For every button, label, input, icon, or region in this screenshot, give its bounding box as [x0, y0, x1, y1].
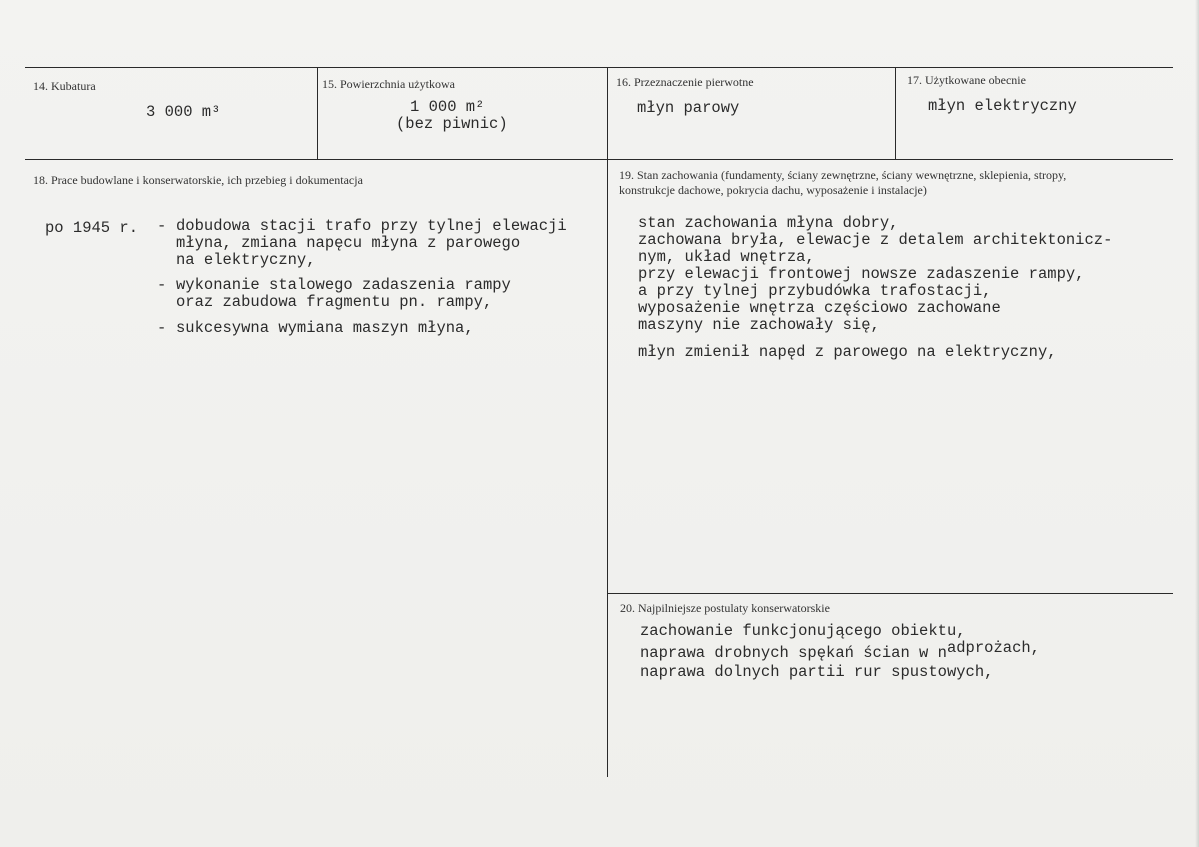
- field-18-dash-3: -: [157, 319, 167, 337]
- field-18-dash-1: -: [157, 217, 167, 235]
- field-19-label-line-1: 19. Stan zachowania (fundamenty, ściany zewnętrzne, ściany wewnętrzne, sklepienia, stropy,: [619, 168, 1067, 182]
- field-20-line-2-main: naprawa drobnych spękań ścian w n: [640, 644, 947, 662]
- field-20-line-2-raised: adprożach,: [946, 639, 1040, 657]
- field-18-item-2-line-2: oraz zabudowa fragmentu pn. rampy,: [176, 293, 493, 311]
- field-20-line-1: zachowanie funkcjonującego obiektu,: [640, 622, 966, 640]
- field-20-line-3: naprawa dolnych partii rur spustowych,: [640, 663, 994, 681]
- field-19-line-1: stan zachowania młyna dobry,: [638, 214, 899, 232]
- field-14-value: 3 000 m³: [146, 103, 221, 121]
- section-20-divider: [607, 593, 1173, 594]
- field-18-item-3-line-1: sukcesywna wymiana maszyn młyna,: [176, 319, 474, 337]
- field-19-last-line: młyn zmienił napęd z parowego na elektryczny,: [638, 343, 1057, 361]
- field-15-value-line1: 1 000 m²: [410, 98, 485, 116]
- col-divider-16-17: [895, 67, 896, 160]
- field-18-item-1-line-1: dobudowa stacji trafo przy tylnej elewacji: [176, 217, 567, 235]
- field-17-label: 17. Użytkowane obecnie: [907, 73, 1026, 87]
- field-19-line-3: nym, układ wnętrza,: [638, 248, 815, 266]
- field-20-line-2: [640, 639, 1040, 662]
- col-divider-main: [607, 67, 608, 777]
- field-16-label: 16. Przeznaczenie pierwotne: [616, 75, 754, 89]
- field-18-item-1-line-2: młyna, zmiana napęcu młyna z parowego: [176, 234, 521, 252]
- field-17-value: młyn elektryczny: [928, 97, 1077, 115]
- field-19-line-2: zachowana bryła, elewacje z detalem architektonicz-: [638, 231, 1113, 249]
- col-divider-14-15: [317, 67, 318, 160]
- top-rule: [25, 67, 1173, 68]
- field-19-line-6: wyposażenie wnętrza częściowo zachowane: [638, 299, 1001, 317]
- field-16-value: młyn parowy: [637, 99, 740, 117]
- field-19-label-line-2: konstrukcje dachowe, pokrycia dachu, wyposażenie i instalacje): [619, 183, 927, 197]
- field-15-label: 15. Powierzchnia użytkowa: [322, 77, 455, 91]
- field-18-dash-2: -: [157, 276, 167, 294]
- field-19-line-7: maszyny nie zachowały się,: [638, 316, 880, 334]
- field-18-period: po 1945 r.: [45, 219, 139, 237]
- field-20-label: 20. Najpilniejsze postulaty konserwatorskie: [620, 601, 830, 615]
- row-divider: [25, 159, 1173, 160]
- page-edge-shadow: [1195, 0, 1199, 847]
- field-18-label: 18. Prace budowlane i konserwatorskie, ich przebieg i dokumentacja: [33, 173, 363, 187]
- field-19-line-4: przy elewacji frontowej nowsze zadaszenie rampy,: [638, 265, 1085, 283]
- field-15-value-line2: (bez piwnic): [396, 115, 508, 133]
- field-14-label: 14. Kubatura: [33, 79, 96, 93]
- field-19-line-5: a przy tylnej przybudówka trafostacji,: [638, 282, 992, 300]
- field-18-item-1-line-3: na elektryczny,: [176, 251, 316, 269]
- field-18-item-2-line-1: wykonanie stalowego zadaszenia rampy: [176, 276, 511, 294]
